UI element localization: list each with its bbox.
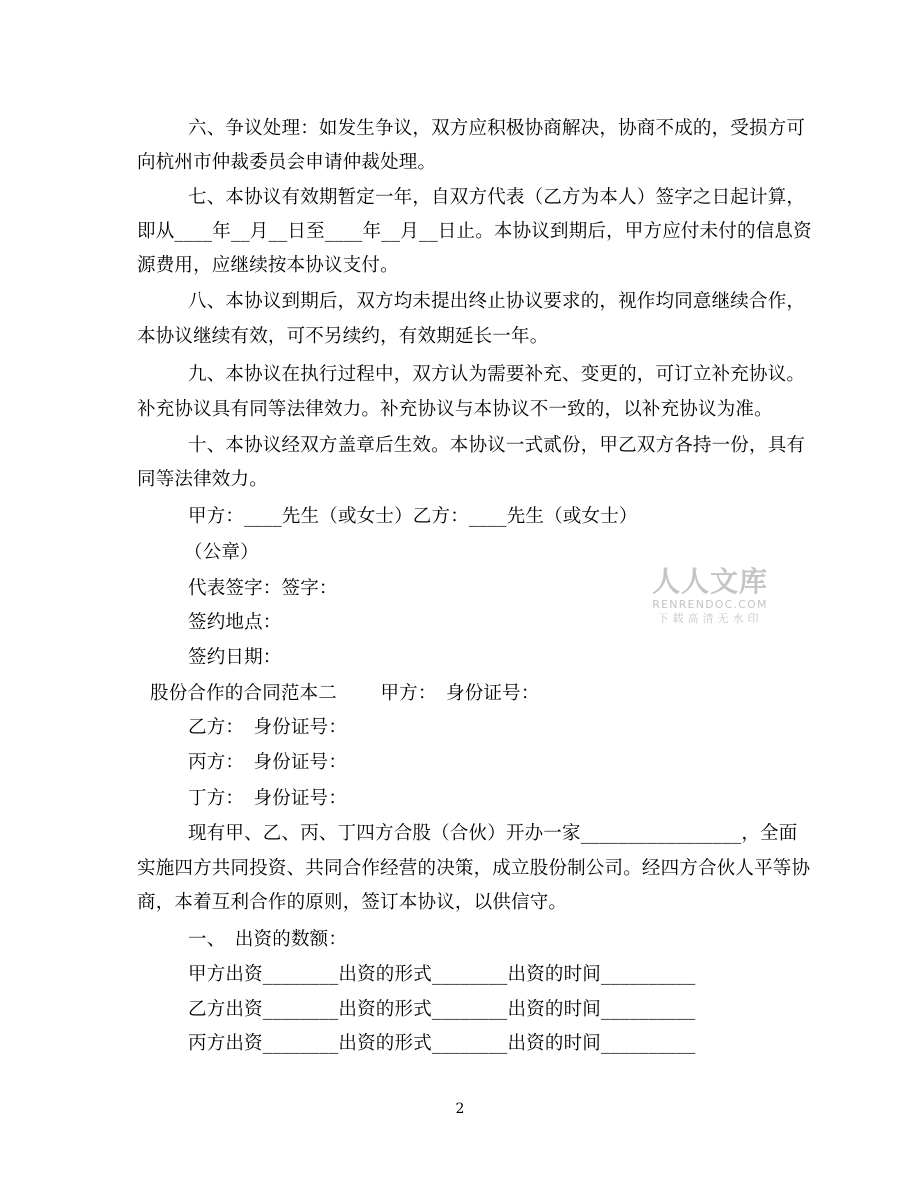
clause-8-line-1: 八、本协议到期后，双方均未提出终止协议要求的，视作均同意继续合作， — [188, 291, 806, 312]
clause-9-line-2: 补充协议具有同等法律效力。补充协议与本协议不一致的，以补充协议为准。 — [137, 399, 773, 420]
party-c-id-line: 丙方： 身份证号： — [188, 752, 348, 773]
contract-2-heading: 股份合作的合同范本二 甲方： 身份证号： — [150, 683, 540, 704]
seal-line: （公章） — [184, 542, 259, 563]
intro-line-3: 商，本着互利合作的原则，签订本协议，以供信守。 — [137, 892, 568, 913]
clause-7-line-3: 源费用，应继续按本协议支付。 — [137, 255, 399, 276]
intro-line-1: 现有甲、乙、丙、丁四方合股（合伙）开办一家_________________，全面 — [188, 823, 798, 844]
section-1-heading: 一、 出资的数额： — [188, 929, 348, 950]
watermark-title: 人人文库 — [651, 565, 768, 598]
signing-date-line: 签约日期： — [188, 647, 282, 668]
party-signature-line: 甲方：____先生（或女士）乙方：____先生（或女士） — [188, 506, 638, 527]
clause-7-line-2: 即从____年__月__日至____年__月__日止。本协议到期后，甲方应付未付的信息资 — [137, 221, 812, 242]
clause-6-line-1: 六、争议处理：如发生争议，双方应积极协商解决，协商不成的，受损方可 — [188, 118, 806, 139]
intro-line-2: 实施四方共同投资、共同合作经营的决策，成立股份制公司。经四方合伙人平等协 — [137, 858, 811, 879]
renrendoc-watermark — [648, 566, 772, 626]
party-a-contribution-line: 甲方出资________出资的形式________出资的时间__________ — [188, 964, 696, 985]
clause-9-line-1: 九、本协议在执行过程中，双方认为需要补充、变更的，可订立补充协议。 — [188, 364, 806, 385]
page-number: 2 — [455, 1101, 465, 1117]
representative-signature-line: 代表签字：签字： — [188, 578, 338, 599]
watermark-url: RENRENDOC.COM — [652, 598, 768, 611]
clause-10-line-2: 同等法律效力。 — [137, 469, 268, 490]
clause-7-line-1: 七、本协议有效期暂定一年，自双方代表（乙方为本人）签字之日起计算， — [188, 187, 806, 208]
party-c-contribution-line: 丙方出资________出资的形式________出资的时间__________ — [188, 1033, 696, 1054]
clause-10-line-1: 十、本协议经双方盖章后生效。本协议一式贰份，甲乙双方各持一份，具有 — [188, 435, 806, 456]
clause-8-line-2: 本协议继续有效，可不另续约，有效期延长一年。 — [137, 326, 549, 347]
party-b-id-line: 乙方： 身份证号： — [188, 717, 348, 738]
party-b-contribution-line: 乙方出资________出资的形式________出资的时间__________ — [188, 999, 696, 1020]
watermark-subtitle: 下载高清无水印 — [657, 612, 763, 625]
party-d-id-line: 丁方： 身份证号： — [188, 788, 348, 809]
clause-6-line-2: 向杭州市仲裁委员会申请仲裁处理。 — [137, 152, 437, 173]
signing-place-line: 签约地点： — [188, 612, 282, 633]
